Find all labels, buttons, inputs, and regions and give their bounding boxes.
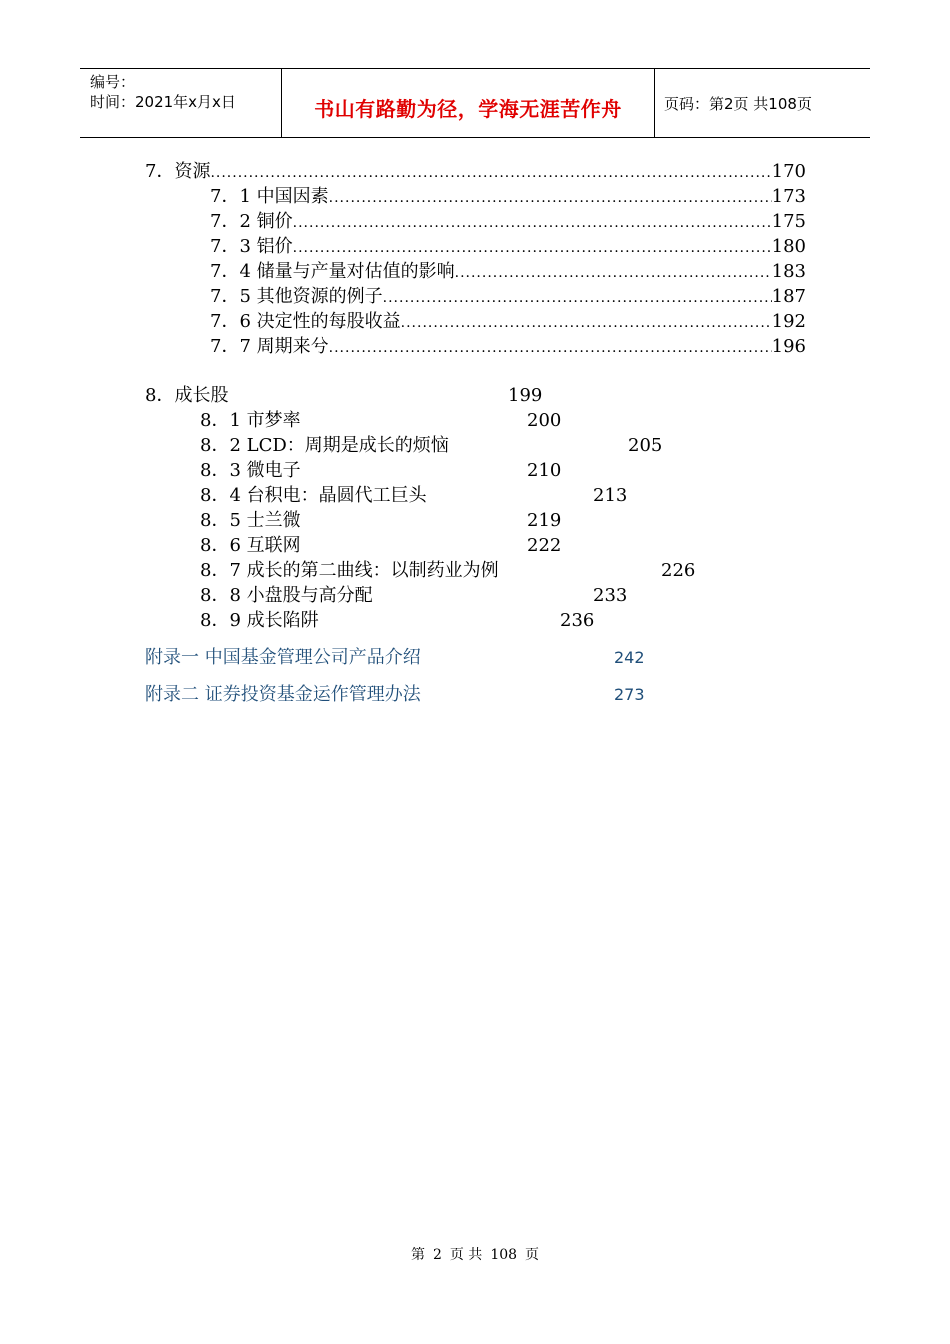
- toc-entry-page: 273: [614, 685, 645, 704]
- toc-entry-title: 7．6 决定性的每股收益: [210, 311, 401, 332]
- toc-entry-page: 200: [527, 410, 562, 431]
- toc-entry-page: 199: [508, 385, 543, 406]
- footer-suffix: 页: [525, 1247, 540, 1263]
- toc-entry-7-4[interactable]: [210, 259, 806, 284]
- toc-appendix-2[interactable]: [145, 682, 645, 707]
- toc-entry-page: 192: [771, 311, 806, 332]
- toc-entry-8-7[interactable]: [200, 558, 700, 583]
- toc-entry-title: 8．9 成长陷阱: [200, 610, 319, 631]
- dot-leader: [210, 161, 771, 186]
- toc-entry-page: 219: [527, 510, 562, 531]
- header-meta: [80, 69, 280, 137]
- toc-entry-page: 205: [628, 435, 663, 456]
- dot-leader: [383, 286, 772, 311]
- toc-entry-page: 242: [614, 648, 645, 667]
- footer-mid: 页 共: [449, 1247, 483, 1263]
- dot-leader: [401, 311, 772, 336]
- toc-entry-8-5[interactable]: [200, 508, 600, 533]
- dot-leader: [329, 186, 772, 211]
- toc-entry-page: 196: [771, 336, 806, 357]
- toc-entry-7-2[interactable]: [210, 209, 806, 234]
- dot-leader: [293, 211, 772, 236]
- toc-entry-title: 8．成长股: [145, 385, 229, 406]
- toc-entry-page: 175: [771, 211, 806, 232]
- dot-leader: [293, 236, 772, 261]
- footer-page-number: 2: [432, 1247, 442, 1263]
- header-motto: 书山有路勤为径，学海无涯苦作舟: [314, 97, 622, 121]
- toc-entry-7-7[interactable]: [210, 334, 806, 359]
- toc-entry-title: 8．5 士兰微: [200, 510, 301, 531]
- toc-entry-page: 170: [771, 161, 806, 182]
- toc-entry-8-9[interactable]: [200, 608, 620, 633]
- toc-entry-7-1[interactable]: [210, 184, 806, 209]
- toc-entry-page: 183: [771, 261, 806, 282]
- toc-entry-8-6[interactable]: [200, 533, 600, 558]
- footer-prefix: 第: [410, 1247, 425, 1263]
- toc-entry-page: 226: [661, 560, 696, 581]
- toc-entry-title: 8．7 成长的第二曲线：以制药业为例: [200, 560, 499, 581]
- footer-total-pages: 108: [490, 1247, 518, 1263]
- page-footer: [0, 1244, 950, 1264]
- toc-entry-page: 236: [560, 610, 595, 631]
- toc-entry-title: 7．3 铝价: [210, 236, 293, 257]
- toc-entry-title: 8．1 市梦率: [200, 410, 301, 431]
- document-time-label: 时间：2021年x月x日: [90, 93, 236, 111]
- toc-entry-title: 7．1 中国因素: [210, 186, 329, 207]
- toc-entry-title: 7．资源: [145, 161, 211, 182]
- toc-entry-page: 187: [771, 286, 806, 307]
- toc-entry-title: 附录二 证券投资基金运作管理办法: [145, 684, 421, 705]
- toc-entry-title: 8．3 微电子: [200, 460, 301, 481]
- toc-entry-8-4[interactable]: [200, 483, 640, 508]
- page-header: [80, 68, 870, 138]
- toc-entry-7-6[interactable]: [210, 309, 806, 334]
- toc-appendix-1[interactable]: [145, 645, 645, 670]
- toc-entry-title: 7．2 铜价: [210, 211, 293, 232]
- toc-entry-title: 7．4 储量与产量对估值的影响: [210, 261, 455, 282]
- toc-entry-title: 7．5 其他资源的例子: [210, 286, 383, 307]
- toc-entry-page: 210: [527, 460, 562, 481]
- toc-entry-title: 7．7 周期来兮: [210, 336, 329, 357]
- toc-entry-8-8[interactable]: [200, 583, 640, 608]
- toc-entry-title: 8．2 LCD：周期是成长的烦恼: [200, 435, 449, 456]
- toc-entry-page: 233: [593, 585, 628, 606]
- toc-entry-title: 附录一 中国基金管理公司产品介绍: [145, 647, 421, 668]
- toc-entry-title: 8．4 台积电：晶圆代工巨头: [200, 485, 427, 506]
- header-page-info: 页码：第2页 共108页: [664, 95, 812, 113]
- toc-entry-8-3[interactable]: [200, 458, 600, 483]
- toc-entry-8-1[interactable]: [200, 408, 600, 433]
- toc-entry-page: 222: [527, 535, 562, 556]
- dot-leader: [455, 261, 772, 286]
- toc-entry-page: 180: [771, 236, 806, 257]
- toc-entry-title: 8．6 互联网: [200, 535, 301, 556]
- toc-entry-title: 8．8 小盘股与高分配: [200, 585, 373, 606]
- header-motto-cell: [281, 69, 655, 137]
- toc-entry-8[interactable]: [145, 383, 565, 408]
- toc-entry-7[interactable]: [145, 159, 806, 184]
- toc-entry-page: 213: [593, 485, 628, 506]
- header-page-cell: [654, 69, 870, 137]
- document-number-label: 编号：: [90, 73, 136, 91]
- toc-entry-8-2[interactable]: [200, 433, 670, 458]
- dot-leader: [329, 336, 772, 361]
- toc-entry-page: 173: [771, 186, 806, 207]
- toc-entry-7-5[interactable]: [210, 284, 806, 309]
- toc-entry-7-3[interactable]: [210, 234, 806, 259]
